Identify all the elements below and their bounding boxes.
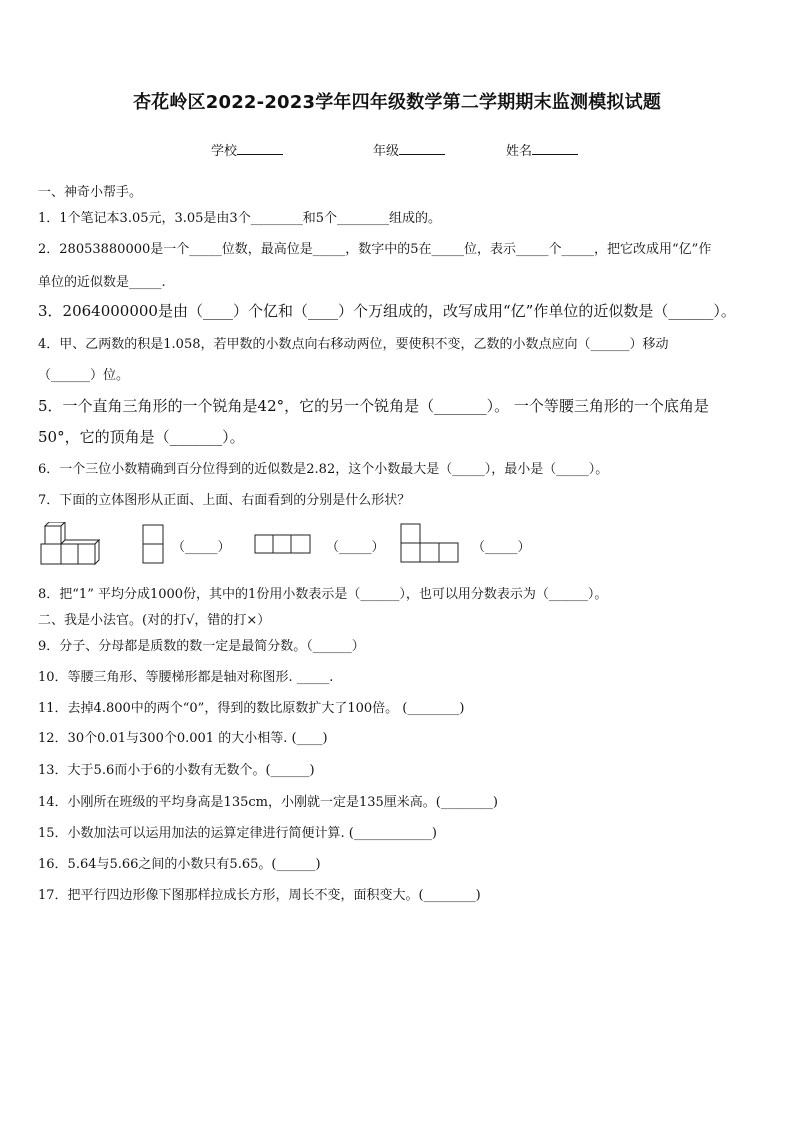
view-3-answer-blank[interactable]: （_____） bbox=[472, 540, 531, 555]
question-14: 14．小刚所在班级的平均身高是135cm，小刚就一定是135厘米高。(________) bbox=[38, 795, 498, 810]
view-1-answer-blank[interactable]: （_____） bbox=[172, 540, 231, 555]
view-2-answer-blank[interactable]: （_____） bbox=[326, 540, 385, 555]
question-10: 10．等腰三角形、等腰梯形都是轴对称图形. _____. bbox=[38, 670, 334, 685]
view-shape-1 bbox=[142, 524, 164, 564]
question-6: 6．一个三位小数精确到百分位得到的近似数是2.82，这个小数最大是（_____），最小是（_____）。 bbox=[38, 462, 609, 477]
question-11: 11．去掉4.800中的两个“0”，得到的数比原数扩大了100倍。 (________) bbox=[38, 701, 465, 716]
question-1: 1．1个笔记本3.05元，3.05是由3个________和5个________组成的。 bbox=[38, 211, 441, 226]
grade-blank[interactable] bbox=[399, 142, 445, 155]
question-5-line-1: 5．一个直角三角形的一个锐角是42°，它的另一个锐角是（_______）。 一个等腰三角形的一个底角是 bbox=[38, 397, 709, 415]
school-field bbox=[211, 140, 283, 159]
view-shape-3 bbox=[400, 523, 460, 563]
question-8: 8．把“1” 平均分成1000份，其中的1份用小数表示是（______），也可以用分数表示为（______）。 bbox=[38, 587, 608, 602]
section-1-heading: 一、神奇小帮手。 bbox=[38, 185, 143, 200]
question-13: 13．大于5.6而小于6的小数有无数个。(______) bbox=[38, 763, 315, 778]
question-2-line-1: 2．28053880000是一个_____位数，最高位是_____，数字中的5在_____位，表示_____个_____，把它改成用“亿”作 bbox=[38, 242, 712, 257]
name-field bbox=[506, 140, 578, 159]
question-7: 7．下面的立体图形从正面、上面、右面看到的分别是什么形状？ bbox=[38, 493, 411, 508]
question-9: 9．分子、分母都是质数的数一定是最简分数。（______） bbox=[38, 639, 365, 654]
name-label: 姓名 bbox=[506, 144, 533, 159]
grade-label: 年级 bbox=[373, 144, 400, 159]
name-blank[interactable] bbox=[532, 142, 578, 155]
section-2-heading: 二、我是小法官。(对的打√，错的打×） bbox=[38, 613, 271, 628]
question-5-line-2: 50°，它的顶角是（_______）。 bbox=[38, 428, 245, 446]
question-16: 16．5.64与5.66之间的小数只有5.65。(______) bbox=[38, 857, 321, 872]
question-12: 12．30个0.01与300个0.001 的大小相等. (____) bbox=[38, 731, 328, 746]
grade-field bbox=[373, 140, 445, 159]
school-blank[interactable] bbox=[237, 142, 283, 155]
question-2-line-2: 单位的近似数是_____. bbox=[38, 275, 166, 290]
question-4-line-2: （______）位。 bbox=[38, 368, 130, 383]
question-4-line-1: 4．甲、乙两数的积是1.058，若甲数的小数点向右移动两位，要使积不变，乙数的小数点应向（______）移动 bbox=[38, 337, 669, 352]
question-3: 3．2064000000是由（____）个亿和（____）个万组成的，改写成用“亿”作单位的近似数是（______）。 bbox=[38, 302, 736, 320]
school-label: 学校 bbox=[211, 144, 238, 159]
question-15: 15．小数加法可以运用加法的运算定律进行简便计算. (____________) bbox=[38, 826, 437, 841]
solid-figure-3d bbox=[39, 522, 107, 566]
question-17: 17．把平行四边形像下图那样拉成长方形，周长不变，面积变大。(________) bbox=[38, 888, 481, 903]
view-shape-2 bbox=[254, 534, 312, 554]
page-title: 杏花岭区2022-2023学年四年级数学第二学期期末监测模拟试题 bbox=[132, 92, 662, 113]
